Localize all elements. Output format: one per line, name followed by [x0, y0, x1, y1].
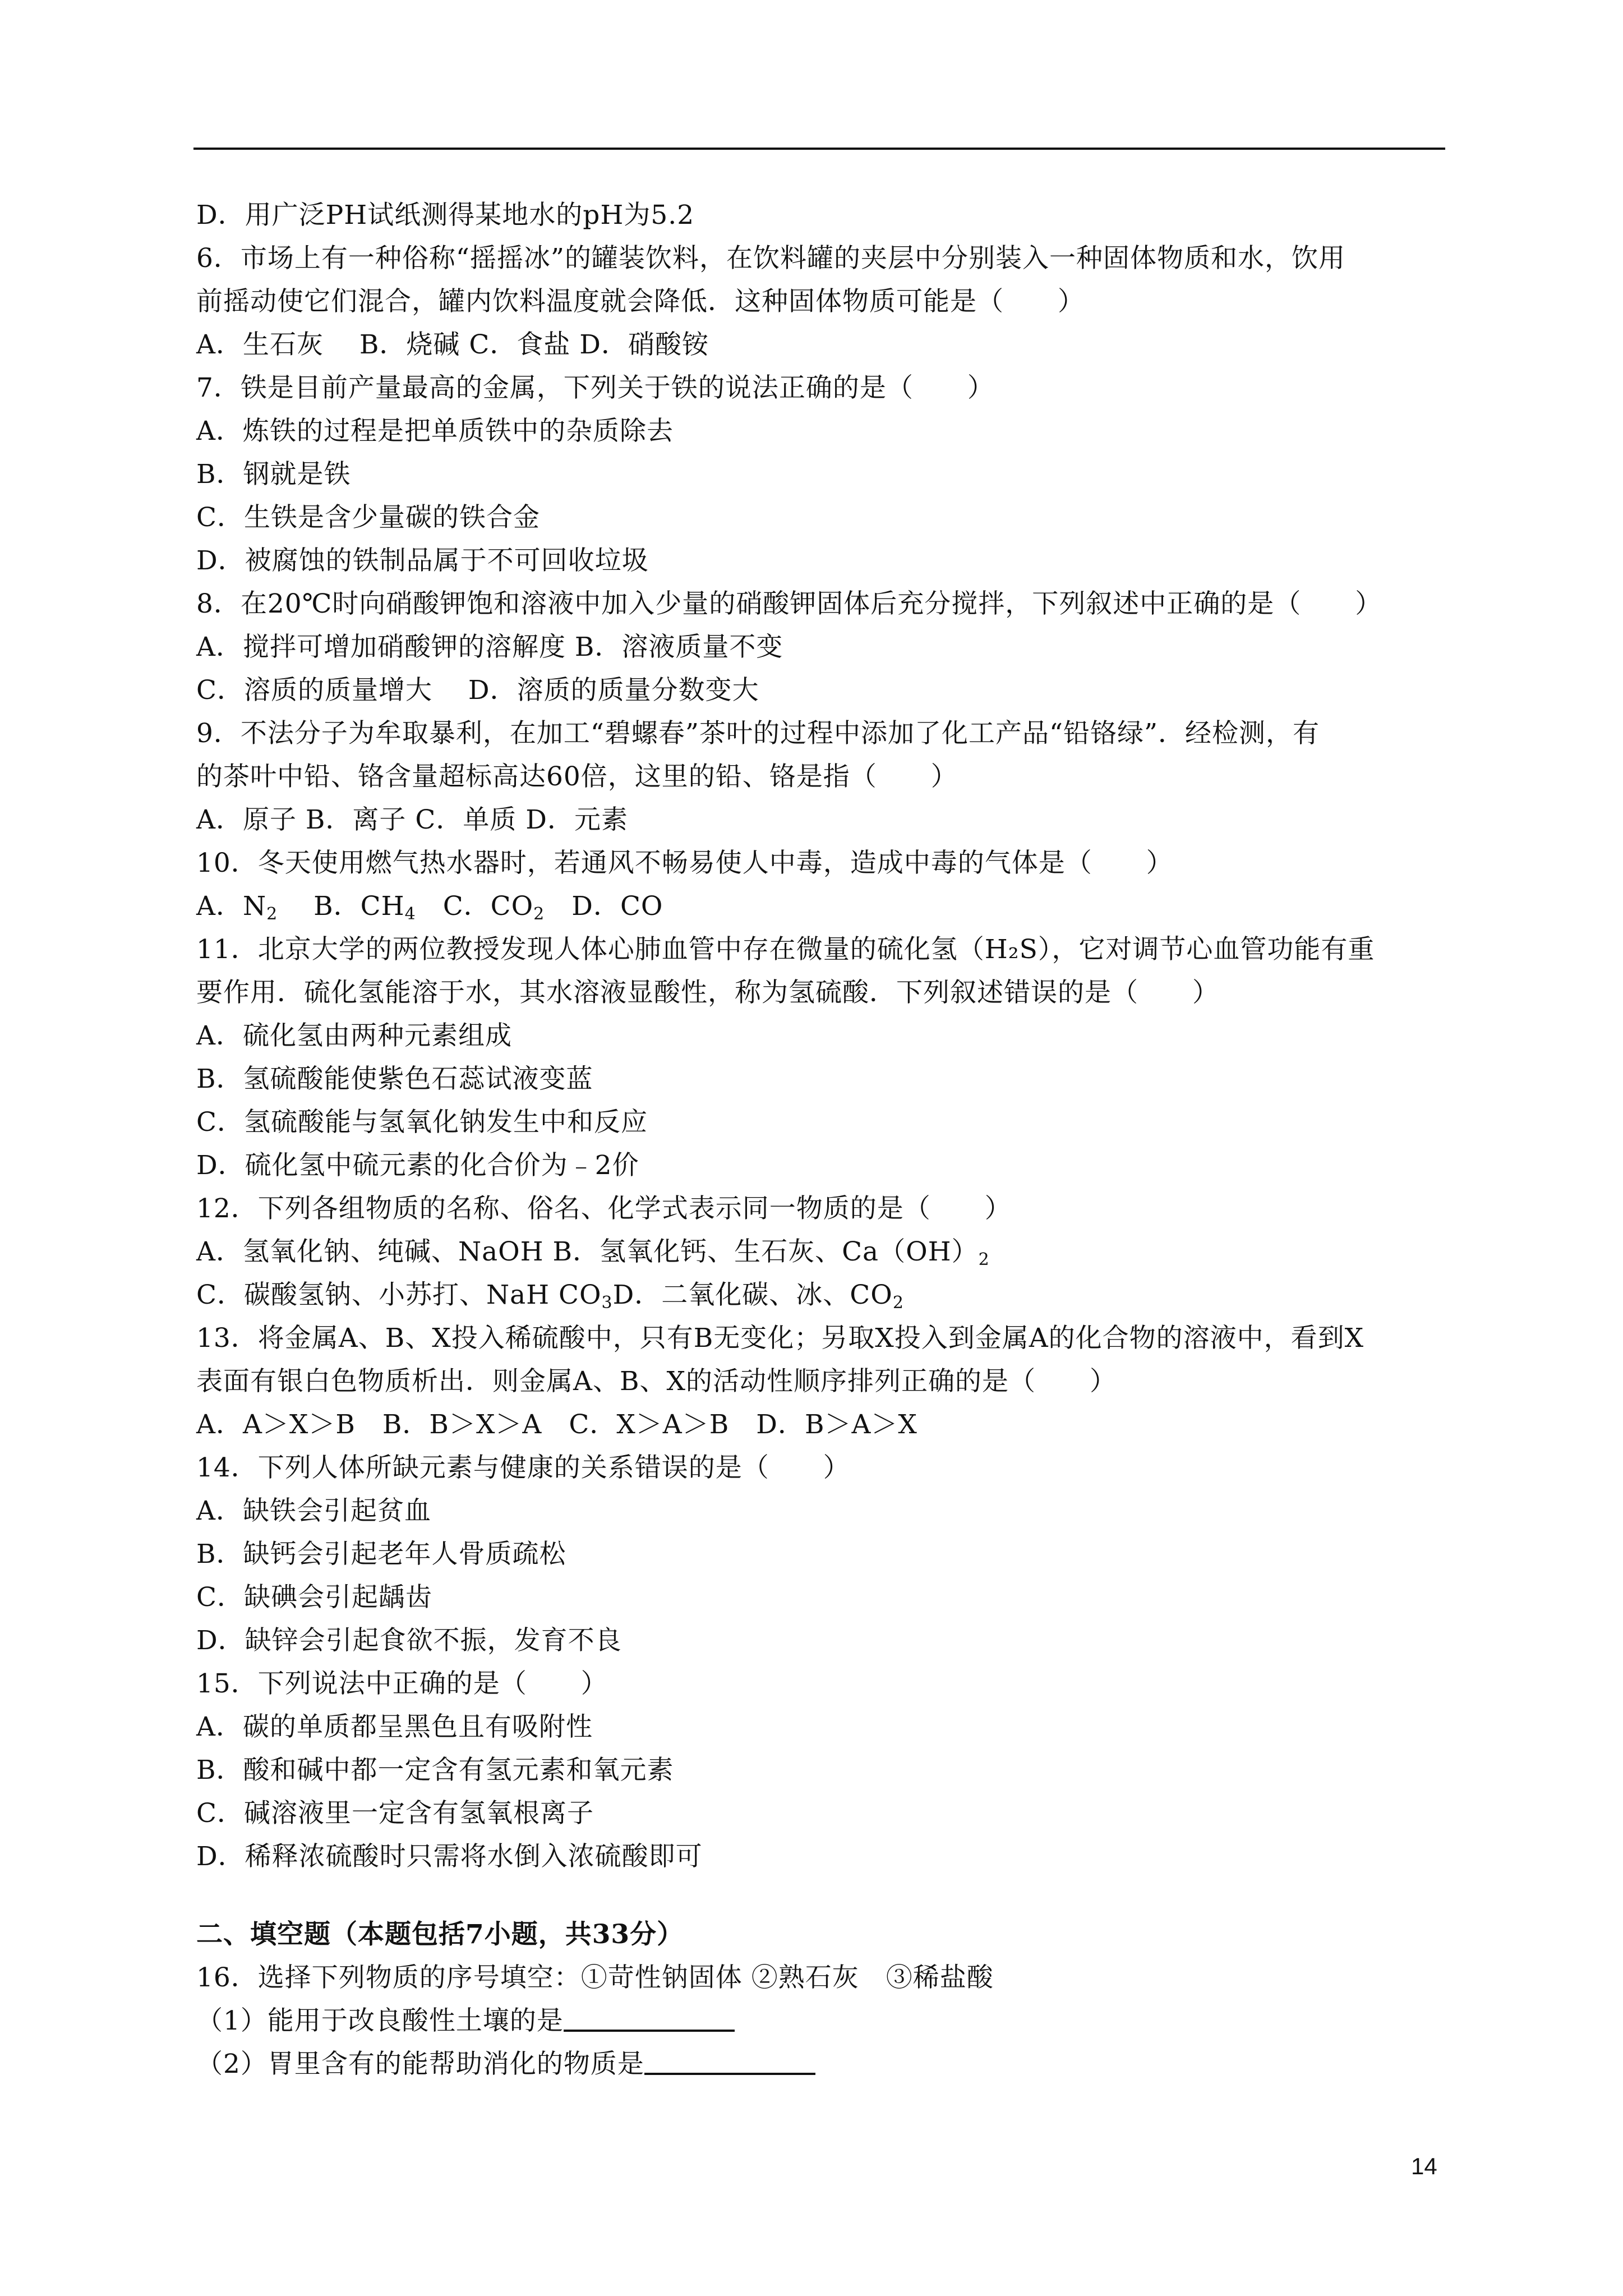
q14-option-c: C．缺碘会引起龋齿 [196, 1582, 432, 1613]
q12-option-c-text: C．碳酸氢钠、小苏打、NaH CO [196, 1280, 602, 1310]
q16-stem: 16．选择下列物质的序号填空：①苛性钠固体 ②熟石灰 ③稀盐酸 [196, 1962, 994, 1993]
q15-option-a: A．碳的单质都呈黑色且有吸附性 [196, 1711, 593, 1742]
q5-option-d: D．用广泛PH试纸测得某地水的pH为5.2 [196, 200, 695, 231]
q11-option-b: B．氢硫酸能使紫色石蕊试液变蓝 [196, 1064, 593, 1094]
q14-stem: 14．下列人体所缺元素与健康的关系错误的是（ ） [196, 1452, 850, 1483]
q12-stem: 12．下列各组物质的名称、俗名、化学式表示同一物质的是（ ） [196, 1193, 1012, 1224]
q10-option-c-subscript: 2 [533, 904, 545, 924]
q7-stem: 7．铁是目前产量最高的金属，下列关于铁的说法正确的是（ ） [196, 372, 994, 403]
q16-part1 [196, 1999, 1453, 2042]
q12-option-d-subscript: 2 [892, 1293, 904, 1313]
q10-option-b: B．CH [278, 891, 405, 922]
q15-option-c: C．碱溶液里一定含有氢氧根离子 [196, 1798, 594, 1829]
q9-stem-line2: 的茶叶中铅、铬含量超标高达60倍，这里的铅、铬是指（ ） [196, 761, 958, 792]
section-gap [196, 1878, 1453, 1913]
q16-part2 [196, 2042, 1453, 2086]
q12-option-d-text: D．二氧化碳、冰、CO [612, 1280, 893, 1310]
q12-options-cd [196, 1273, 1453, 1317]
q12-option-b-subscript: 2 [978, 1250, 990, 1269]
q12-options-ab-text: A．氢氧化钠、纯碱、NaOH B．氢氧化钙、生石灰、Ca（OH） [196, 1236, 979, 1267]
header-rule [193, 148, 1445, 150]
q10-option-d: D．CO [545, 891, 663, 922]
q12-options-ab [196, 1230, 1453, 1273]
q16-part2-text: （2）胃里含有的能帮助消化的物质是 [196, 2049, 644, 2079]
q16-part2-answer-blank[interactable] [644, 2045, 815, 2075]
q10-option-a-subscript: 2 [266, 904, 278, 924]
q14-option-a: A．缺铁会引起贫血 [196, 1496, 431, 1526]
q13-stem-line1: 13．将金属A、B、X投入稀硫酸中，只有B无变化；另取X投入到金属A的化合物的溶液中，看到X [196, 1323, 1364, 1354]
q10-option-b-subscript: 4 [404, 904, 416, 924]
q7-option-d: D．被腐蚀的铁制品属于不可回收垃圾 [196, 545, 649, 576]
page-content [196, 194, 1453, 2086]
q15-option-d: D．稀释浓硫酸时只需将水倒入浓硫酸即可 [196, 1841, 703, 1872]
q14-option-d: D．缺锌会引起食欲不振，发育不良 [196, 1625, 622, 1656]
q16-part1-answer-blank[interactable] [564, 2001, 735, 2032]
q14-option-b: B．缺钙会引起老年人骨质疏松 [196, 1539, 566, 1570]
q7-option-c: C．生铁是含少量碳的铁合金 [196, 502, 540, 533]
q7-option-a: A．炼铁的过程是把单质铁中的杂质除去 [196, 416, 674, 447]
q10-options [196, 885, 1453, 928]
q11-stem-line1: 11．北京大学的两位教授发现人体心肺血管中存在微量的硫化氢（H₂S），它对调节心血管功能有重 [196, 934, 1375, 965]
q10-option-c: C．CO [416, 891, 534, 922]
q11-option-d: D．硫化氢中硫元素的化合价为﹣2价 [196, 1150, 639, 1181]
q6-stem-line1: 6．市场上有一种俗称“摇摇冰”的罐装饮料，在饮料罐的夹层中分别装入一种固体物质和水，饮用 [196, 243, 1345, 274]
q9-options: A．原子 B．离子 C．单质 D．元素 [196, 804, 628, 835]
q11-option-c: C．氢硫酸能与氢氧化钠发生中和反应 [196, 1107, 648, 1138]
q11-option-a: A．硫化氢由两种元素组成 [196, 1020, 512, 1051]
q13-options: A．A＞X＞B B．B＞X＞A C．X＞A＞B D．B＞A＞X [196, 1409, 917, 1440]
q16-part1-text: （1）能用于改良酸性土壤的是 [196, 2005, 564, 2036]
q11-stem-line2: 要作用．硫化氢能溶于水，其水溶液显酸性，称为氢硫酸．下列叙述错误的是（ ） [196, 977, 1219, 1008]
q15-option-b: B．酸和碱中都一定含有氢元素和氧元素 [196, 1755, 674, 1786]
section-2-heading: 二、填空题（本题包括7小题，共33分） [196, 1919, 684, 1950]
q6-options: A．生石灰 B．烧碱 C．食盐 D．硝酸铵 [196, 329, 709, 360]
q6-stem-line2: 前摇动使它们混合，罐内饮料温度就会降低．这种固体物质可能是（ ） [196, 286, 1085, 317]
page-number: 14 [1411, 2153, 1437, 2179]
q13-stem-line2: 表面有银白色物质析出．则金属A、B、X的活动性顺序排列正确的是（ ） [196, 1366, 1117, 1397]
q7-option-b: B．钢就是铁 [196, 459, 351, 490]
q15-stem: 15．下列说法中正确的是（ ） [196, 1668, 608, 1699]
q8-options-cd: C．溶质的质量增大 D．溶质的质量分数变大 [196, 675, 759, 706]
q10-option-a: A．N [196, 891, 267, 922]
q10-stem: 10．冬天使用燃气热水器时，若通风不畅易使人中毒，造成中毒的气体是（ ） [196, 848, 1173, 878]
q8-options-ab: A．搅拌可增加硝酸钾的溶解度 B．溶液质量不变 [196, 632, 783, 662]
q9-stem-line1: 9．不法分子为牟取暴利，在加工“碧螺春”茶叶的过程中添加了化工产品“铅铬绿”．经检测，有 [196, 718, 1320, 749]
q12-option-c-subscript: 3 [601, 1293, 613, 1313]
q8-stem: 8．在20℃时向硝酸钾饱和溶液中加入少量的硝酸钾固体后充分搅拌，下列叙述中正确的是（ ） [196, 588, 1382, 619]
